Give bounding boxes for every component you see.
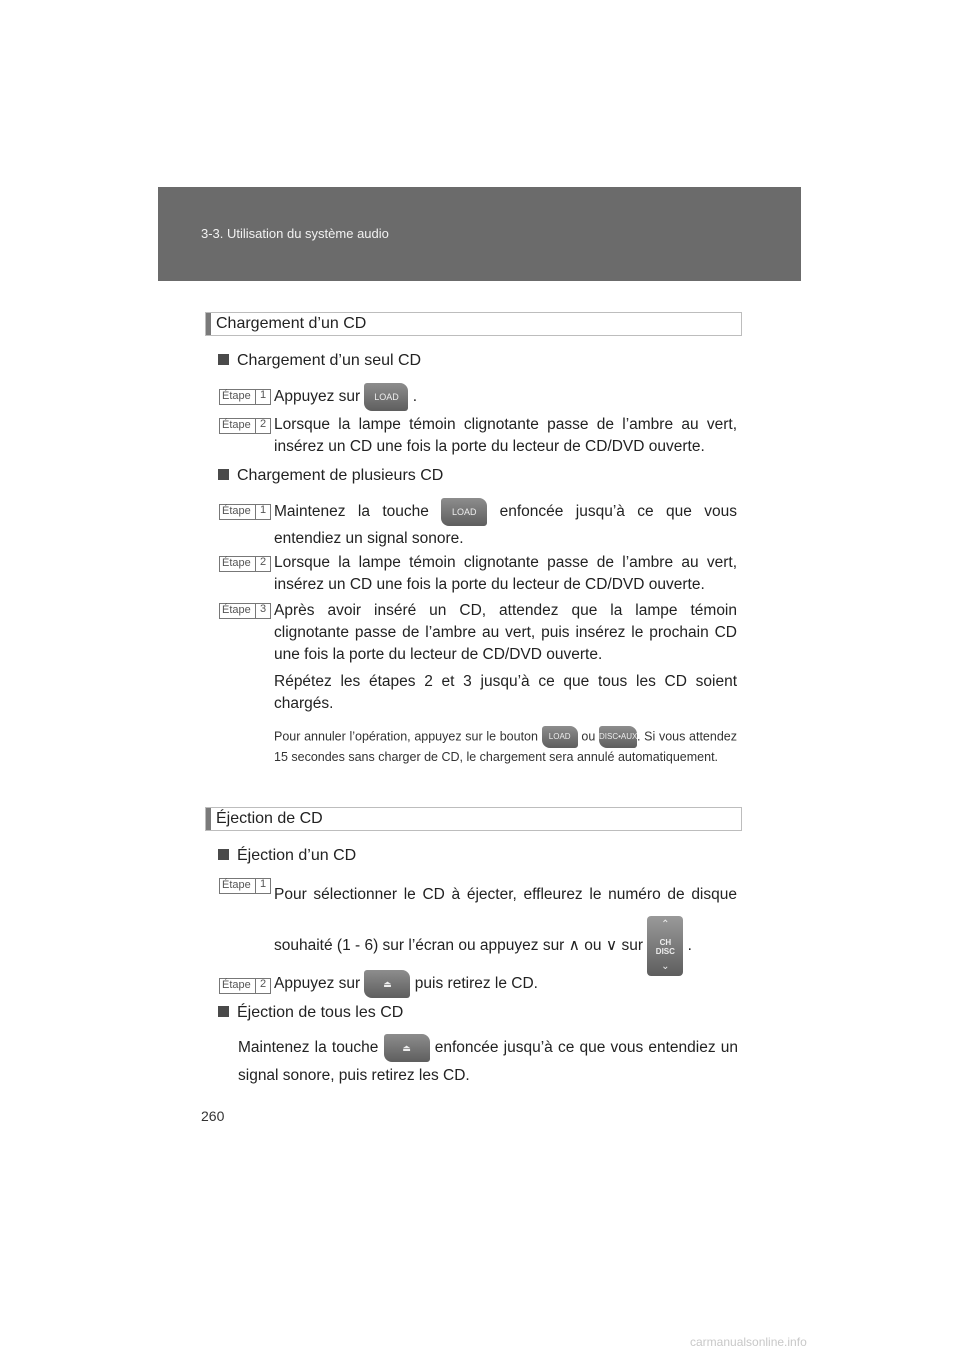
step-text: Pour sélectionner le CD à éjecter, effleurez le numéro de disque souhaité (1 - 6) sur l’écran ou appuyez sur ∧ ou ∨ sur ⌃ CH DISC ⌄ . xyxy=(274,874,737,976)
step-badge-2: Étape 2 xyxy=(219,978,271,994)
watermark: carmanualsonline.info xyxy=(690,1335,807,1349)
section-title: Éjection de CD xyxy=(216,810,323,827)
square-bullet-icon xyxy=(218,469,229,480)
step-badge-3: Étape 3 xyxy=(219,603,271,619)
note-text: Pour annuler l’opération, appuyez sur le bouton LOAD ou DISC•AUX. Si vous attendez 15 secondes sans charger de CD, le chargement sera annulé automatiquement. xyxy=(274,726,737,767)
subheading-single-eject: Éjection d’un CD xyxy=(218,847,356,865)
eject-button-icon: ⏏ xyxy=(364,970,410,998)
subheading-all-eject: Éjection de tous les CD xyxy=(218,1004,403,1022)
disc-aux-button-icon: DISC•AUX xyxy=(599,726,637,748)
step-badge-2: Étape 2 xyxy=(219,556,271,572)
step-badge-1: Étape 1 xyxy=(219,504,271,520)
subheading-single-load: Chargement d’un seul CD xyxy=(218,352,421,370)
section-header-load xyxy=(205,312,742,336)
load-button-icon: LOAD xyxy=(364,383,408,411)
chapter-title: 3-3. Utilisation du système audio xyxy=(201,226,389,241)
square-bullet-icon xyxy=(218,849,229,860)
load-button-icon: LOAD xyxy=(441,498,487,526)
repeat-text: Répétez les étapes 2 et 3 jusqu’à ce que tous les CD soient chargés. xyxy=(274,673,737,712)
section-bar xyxy=(206,808,211,830)
step-text: Lorsque la lampe témoin clignotante passe de l’ambre au vert, insérez un CD une fois la porte du lecteur de CD/DVD ouverte. xyxy=(274,416,737,455)
step-badge-1: Étape 1 xyxy=(219,389,271,405)
subheading-multiple-load: Chargement de plusieurs CD xyxy=(218,467,443,485)
eject-button-icon: ⏏ xyxy=(384,1034,430,1062)
step-badge-1: Étape 1 xyxy=(219,878,271,894)
section-bar xyxy=(206,313,211,335)
square-bullet-icon xyxy=(218,1006,229,1017)
chevron-down-icon: ⌄ xyxy=(661,961,670,972)
square-bullet-icon xyxy=(218,354,229,365)
step-badge-2: Étape 2 xyxy=(219,418,271,434)
section-header-eject xyxy=(205,807,742,831)
step-text: Maintenez la touche LOAD enfoncée jusqu’à ce que vous entendiez un signal sonore. xyxy=(274,498,737,552)
load-button-icon: LOAD xyxy=(542,726,578,748)
chevron-up-icon: ⌃ xyxy=(661,919,670,930)
ch-disc-button-icon: ⌃ CH DISC ⌄ xyxy=(647,916,683,976)
step-text: Lorsque la lampe témoin clignotante passe de l’ambre au vert, insérez un CD une fois la porte du lecteur de CD/DVD ouverte. xyxy=(274,554,737,593)
step-text: Après avoir inséré un CD, attendez que la lampe témoin clignotante passe de l’ambre au vert, puis insérez le prochain CD une fois la porte du lecteur de CD/DVD ouverte. xyxy=(274,602,737,663)
eject-all-text: Maintenez la touche ⏏ enfoncée jusqu’à ce que vous entendiez un signal sonore, puis retirez les CD. xyxy=(238,1034,738,1090)
section-title: Chargement d’un CD xyxy=(216,315,367,332)
step-text: Appuyez sur ⏏ puis retirez le CD. xyxy=(274,970,737,998)
page-number: 260 xyxy=(201,1108,225,1124)
step-text: Appuyez sur LOAD . xyxy=(274,383,737,411)
